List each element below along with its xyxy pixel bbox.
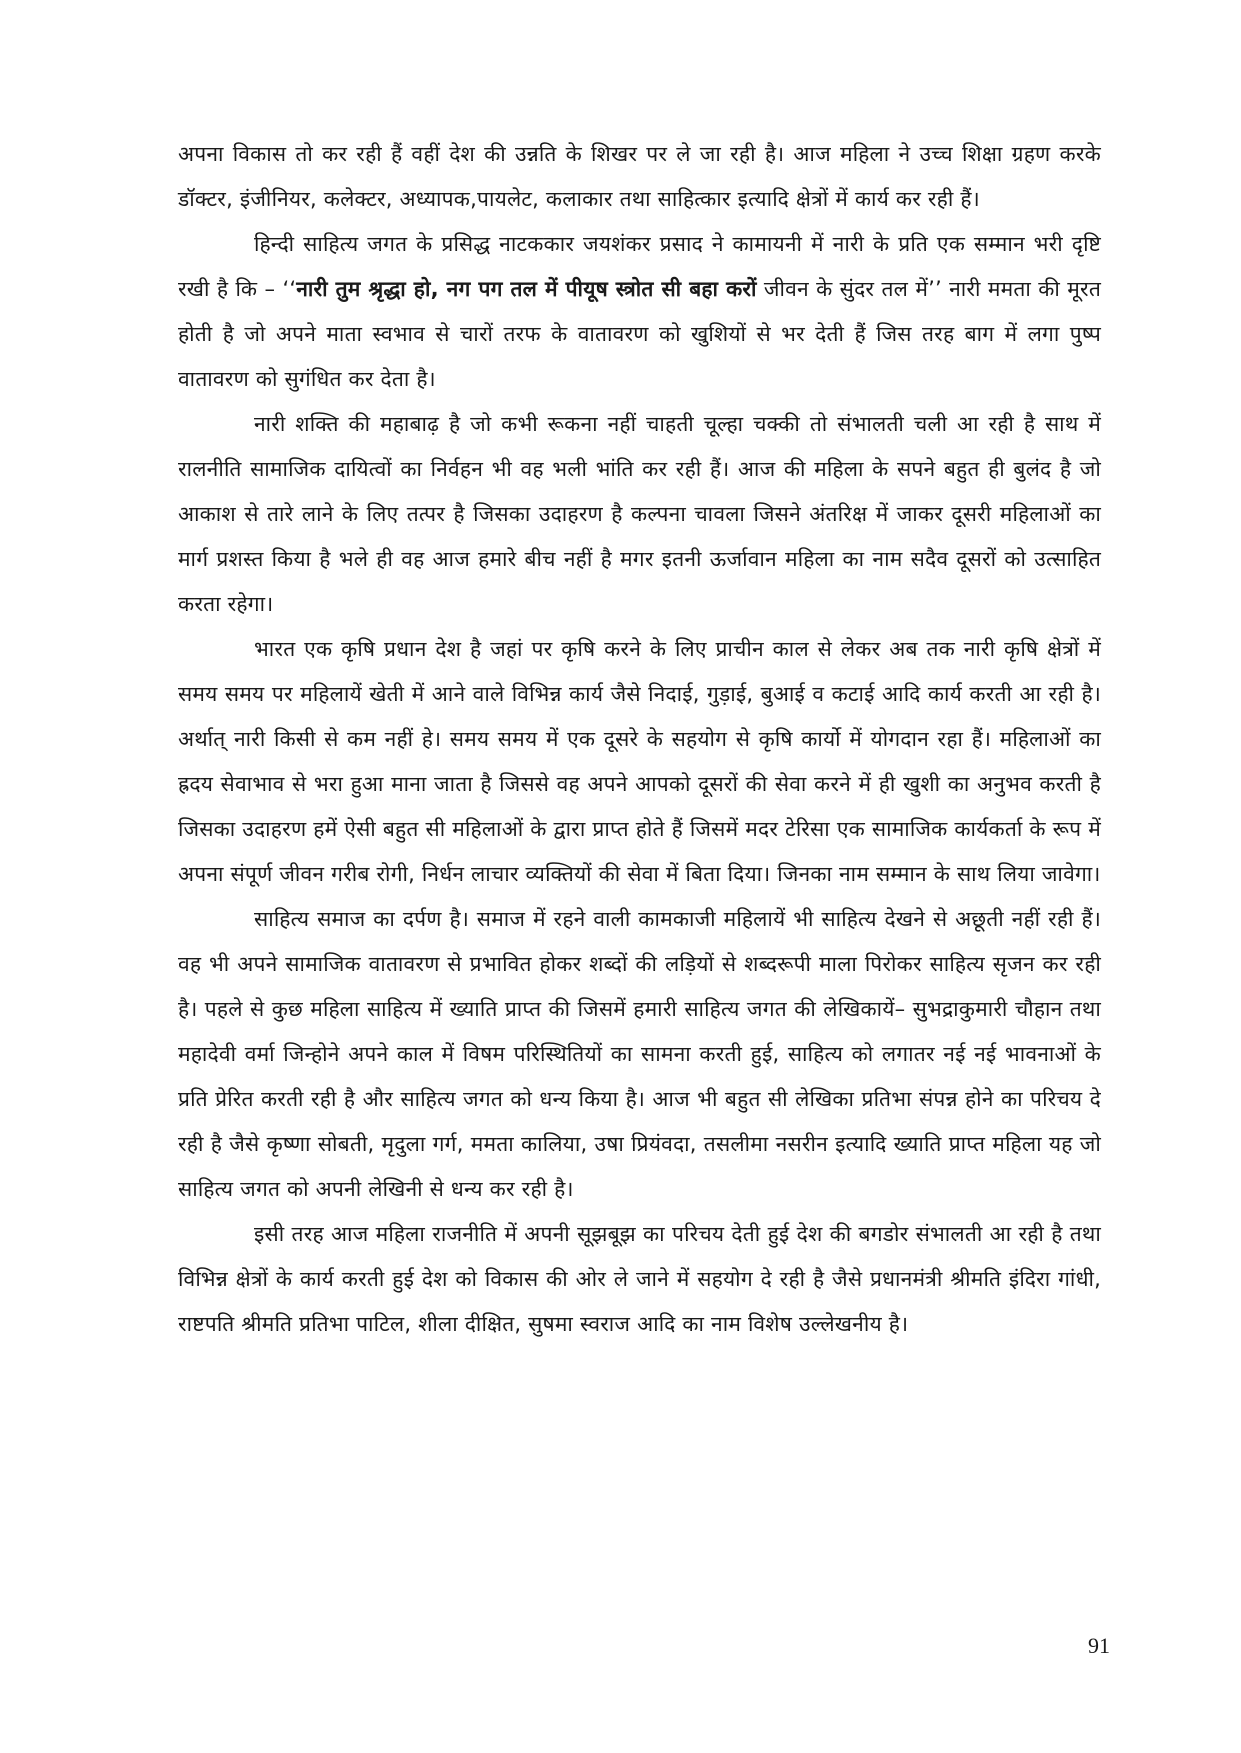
paragraph-4: भारत एक कृषि प्रधान देश है जहां पर कृषि करने के लिए प्राचीन काल से लेकर अब तक नारी कृषि क्षेत्रों में समय समय पर महिलायें खेती में आने वाले विभिन्न कार्य जैसे निदाई, गुड़ाई, बुआई व कटाई आदि कार्य करती आ रही है। अर्थात् नारी किसी से कम नहीं हे। समय समय में एक दूसरे के सहयोग से कृषि कार्यो में योगदान रहा हैं। महिलाओं का ह्रदय सेवाभाव से भरा हुआ माना जाता है जिससे वह अपने आपको दूसरों की सेवा करने में ही खुशी का अनुभव करती है जिसका उदाहरण हमें ऐसी बहुत सी महिलाओं के द्वारा प्राप्त होते हैं जिसमें मदर टेरिसा एक सामाजिक कार्यकर्ता के रूप में अपना संपूर्ण जीवन गरीब रोगी, निर्धन लाचार व्यक्तियों की सेवा में बिता दिया। जिनका नाम सम्मान के साथ लिया जावेगा। [178,637,1101,886]
paragraph-5: साहित्य समाज का दर्पण है। समाज में रहने वाली कामकाजी महिलायें भी साहित्य देखने से अछूती नहीं रही हैं। वह भी अपने सामाजिक वातावरण से प्रभावित होकर शब्दों की लड़ियों से शब्दरूपी माला पिरोकर साहित्य सृजन कर रही है। पहले से कुछ महिला साहित्य में ख्याति प्राप्त की जिसमें हमारी साहित्य जगत की लेखिकायें– सुभद्राकुमारी चौहान तथा महादेवी वर्मा जिन्होने अपने काल में विषम परिस्थितियों का सामना करती हुई, साहित्य को लगातर नई नई भावनाओं के प्रति प्रेरित करती रही है और साहित्य जगत को धन्य किया है। आज भी बहुत सी लेखिका प्रतिभा संपन्न होने का परिचय दे रही है जैसे कृष्णा सोबती, मृदुला गर्ग, ममता कालिया, उषा प्रियंवदा, तसलीमा नसरीन इत्यादि ख्याति प्राप्त महिला यह जो साहित्य जगत को अपनी लेखिनी से धन्य कर रही है। [178,907,1101,1201]
quoted-verse: नारी तुम श्रृद्धा हो, नग पग तल में पीयूष स्त्रोत सी बहा करों [296,277,757,301]
body-text [178,132,1101,1347]
page-number: 91 [1088,1633,1110,1658]
paragraph-2-lead: हिन्दी साहित्य जगत के प्रसिद्ध नाटककार जयशंकर प्रसाद ने कामायनी में नारी के प्रति एक सम्मान भरी दृष्टि रखी है कि – ‘‘ [178,232,1101,301]
paragraph-2-rest: जीवन के सुंदर तल में’’ नारी ममता की मूरत होती है जो अपने माता स्वभाव से चारों तरफ के वातावरण को खुशियों से भर देती हैं जिस तरह बाग में लगा पुष्प वातावरण को सुगंधित कर देता है। [178,277,1101,391]
paragraph-1: अपना विकास तो कर रही हैं वहीं देश की उन्नति के शिखर पर ले जा रही है। आज महिला ने उच्च शिक्षा ग्रहण करके डॉक्टर, इंजीनियर, कलेक्टर, अध्यापक,पायलेट, कलाकार तथा साहित्कार इत्यादि क्षेत्रों में कार्य कर रही हैं। [178,142,1101,211]
paragraph-3: नारी शक्ति की महाबाढ़ है जो कभी रूकना नहीं चाहती चूल्हा चक्की तो संभालती चली आ रही है साथ में रालनीति सामाजिक दायित्वों का निर्वहन भी वह भली भांति कर रही हैं। आज की महिला के सपने बहुत ही बुलंद है जो आकाश से तारे लाने के लिए तत्पर है जिसका उदाहरण है कल्पना चावला जिसने अंतरिक्ष में जाकर दूसरी महिलाओं का मार्ग प्रशस्त किया है भले ही वह आज हमारे बीच नहीं है मगर इतनी ऊर्जावान महिला का नाम सदैव दूसरों को उत्साहित करता रहेगा। [178,412,1101,616]
paragraph-6: इसी तरह आज महिला राजनीति में अपनी सूझबूझ का परिचय देती हुई देश की बगडोर संभालती आ रही है तथा विभिन्न क्षेत्रों के कार्य करती हुई देश को विकास की ओर ले जाने में सहयोग दे रही है जैसे प्रधानमंत्री श्रीमति इंदिरा गांधी, राष्टपति श्रीमति प्रतिभा पाटिल, शीला दीक्षित, सुषमा स्वराज आदि का नाम विशेष उल्लेखनीय है। [178,1222,1101,1336]
paragraph-2 [178,222,1101,402]
